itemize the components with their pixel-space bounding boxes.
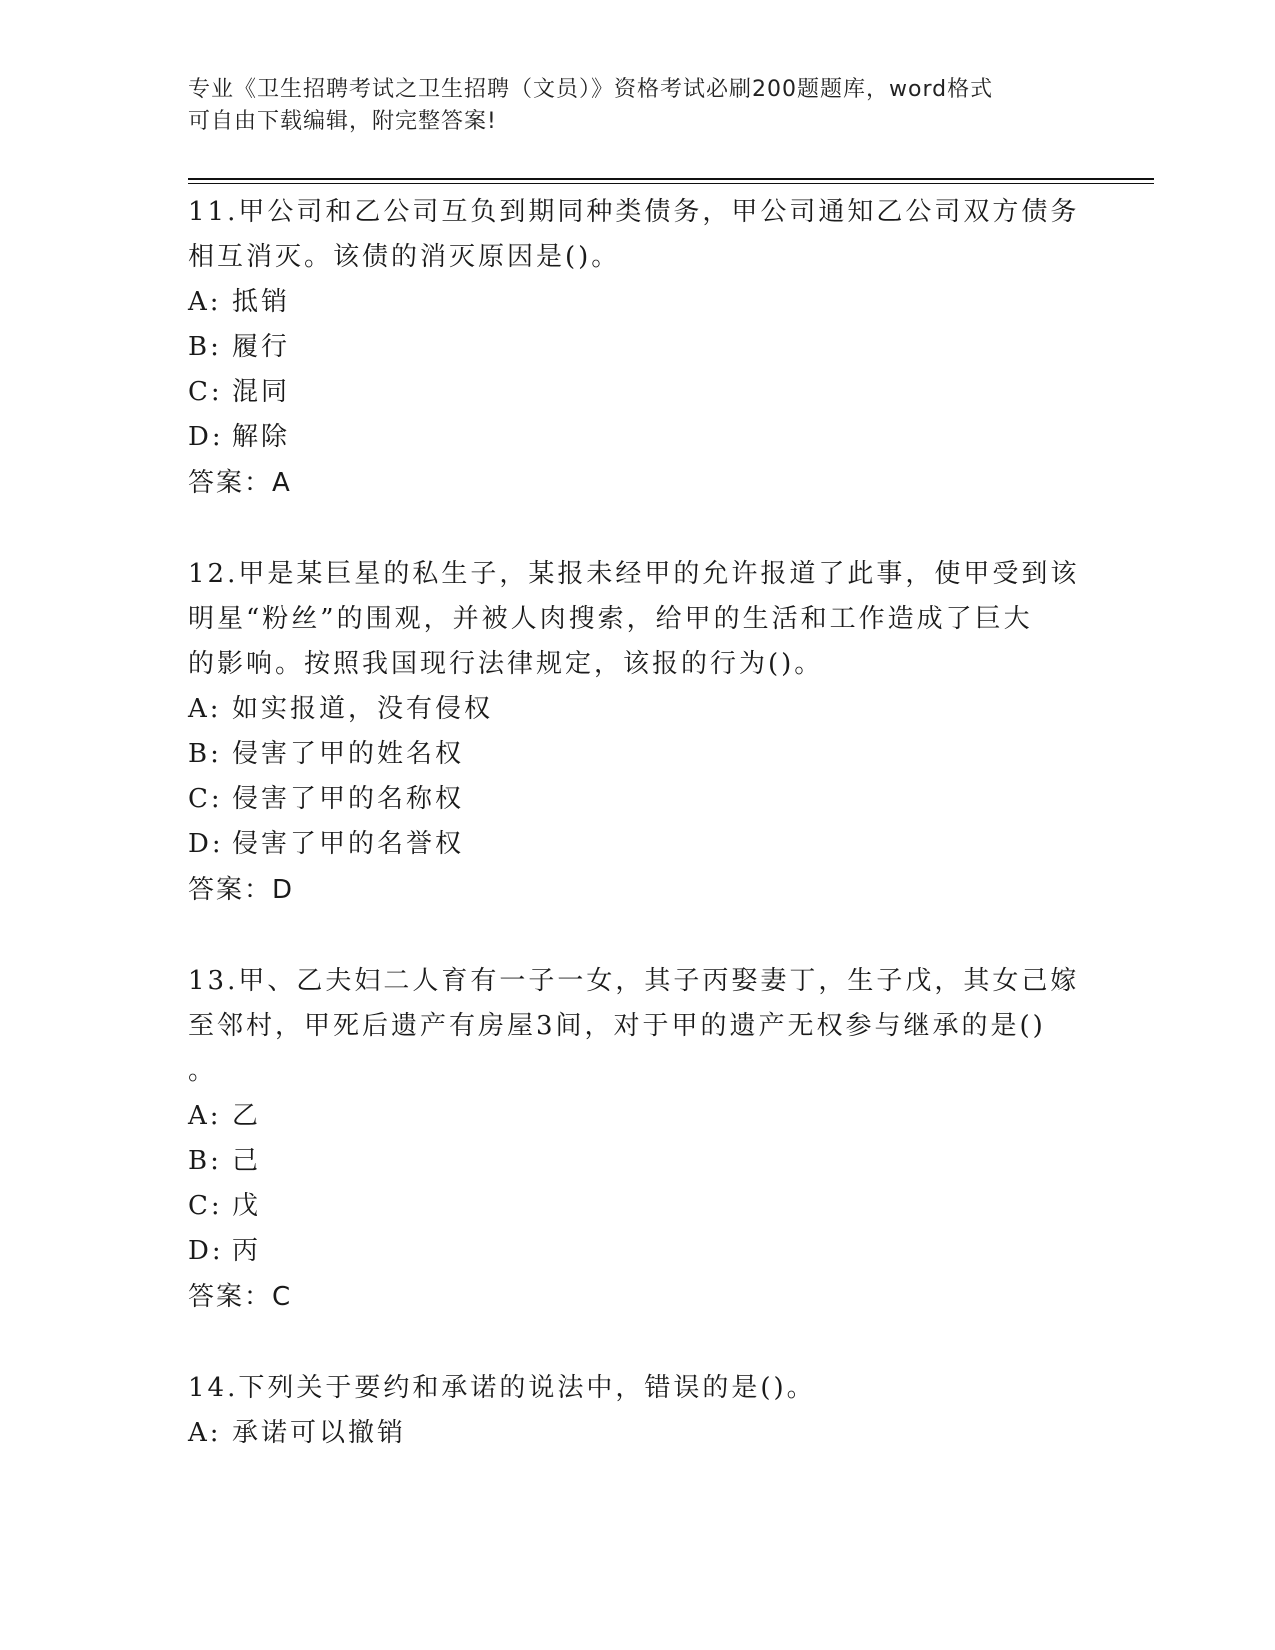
option-item — [188, 1094, 1088, 1139]
option-key: A: — [188, 287, 222, 317]
question-text-line: 明星“粉丝”的围观，并被人肉搜索，给甲的生活和工作造成了巨大 — [188, 604, 1033, 634]
answer-line: 答案：D — [188, 875, 295, 905]
header-line-2: 可自由下载编辑，附完整答案! — [188, 109, 497, 134]
option-text: 己 — [232, 1146, 262, 1176]
question-text-line: 至邻村，甲死后遗产有房屋3间，对于甲的遗产无权参与继承的是() — [188, 1011, 1046, 1041]
option-key: D: — [188, 1236, 224, 1266]
option-text: 戊 — [232, 1191, 262, 1221]
option-key: D: — [188, 422, 224, 452]
question-2 — [188, 552, 1088, 913]
question-list — [188, 190, 1088, 1502]
option-item — [188, 415, 1088, 460]
option-text: 乙 — [232, 1101, 262, 1131]
option-text: 混同 — [232, 377, 291, 407]
option-text: 解除 — [232, 422, 291, 452]
option-item — [188, 1411, 1088, 1456]
option-key: D: — [188, 829, 224, 859]
option-key: A: — [188, 694, 222, 724]
option-text: 侵害了甲的名誉权 — [232, 829, 465, 859]
option-item — [188, 1229, 1088, 1274]
option-text: 履行 — [232, 332, 291, 362]
header-rule-thick — [188, 178, 1154, 180]
option-item — [188, 370, 1088, 415]
option-text: 承诺可以撤销 — [232, 1418, 407, 1448]
option-item — [188, 325, 1088, 370]
option-key: B: — [188, 739, 222, 769]
question-1 — [188, 190, 1088, 506]
answer-line: 答案：A — [188, 468, 292, 498]
option-item — [188, 1184, 1088, 1229]
question-text-line: 11.甲公司和乙公司互负到期同种类债务，甲公司通知乙公司双方债务 — [188, 197, 1080, 227]
question-3 — [188, 959, 1088, 1320]
question-text-line: 。 — [188, 1056, 218, 1086]
question-text-line: 13.甲、乙夫妇二人育有一子一女，其子丙娶妻丁，生子戊，其女己嫁 — [188, 966, 1080, 996]
option-text: 抵销 — [232, 287, 291, 317]
question-text-line: 的影响。按照我国现行法律规定，该报的行为()。 — [188, 649, 824, 679]
option-text: 侵害了甲的姓名权 — [232, 739, 465, 769]
option-item — [188, 822, 1088, 867]
option-key: A: — [188, 1418, 222, 1448]
option-key: C: — [188, 1191, 223, 1221]
question-text-line: 12.甲是某巨星的私生子，某报未经甲的允许报道了此事，使甲受到该 — [188, 559, 1080, 589]
option-item — [188, 687, 1088, 732]
question-text-line: 14.下列关于要约和承诺的说法中，错误的是()。 — [188, 1373, 816, 1403]
option-text: 如实报道，没有侵权 — [232, 694, 494, 724]
option-item — [188, 280, 1088, 325]
header-line-1: 专业《卫生招聘考试之卫生招聘（文员）》资格考试必刷200题题库，word格式 — [188, 77, 994, 102]
option-key: C: — [188, 784, 223, 814]
option-item — [188, 1139, 1088, 1184]
option-item — [188, 732, 1088, 777]
answer-line: 答案：C — [188, 1282, 293, 1312]
option-item — [188, 777, 1088, 822]
option-text: 侵害了甲的名称权 — [232, 784, 465, 814]
question-4 — [188, 1366, 1088, 1456]
header-rule-thin — [188, 183, 1154, 184]
question-text-line: 相互消灭。该债的消灭原因是()。 — [188, 242, 621, 272]
option-key: B: — [188, 332, 222, 362]
option-key: C: — [188, 377, 223, 407]
option-key: A: — [188, 1101, 222, 1131]
option-key: B: — [188, 1146, 222, 1176]
option-text: 丙 — [232, 1236, 262, 1266]
document-header — [188, 74, 1068, 138]
